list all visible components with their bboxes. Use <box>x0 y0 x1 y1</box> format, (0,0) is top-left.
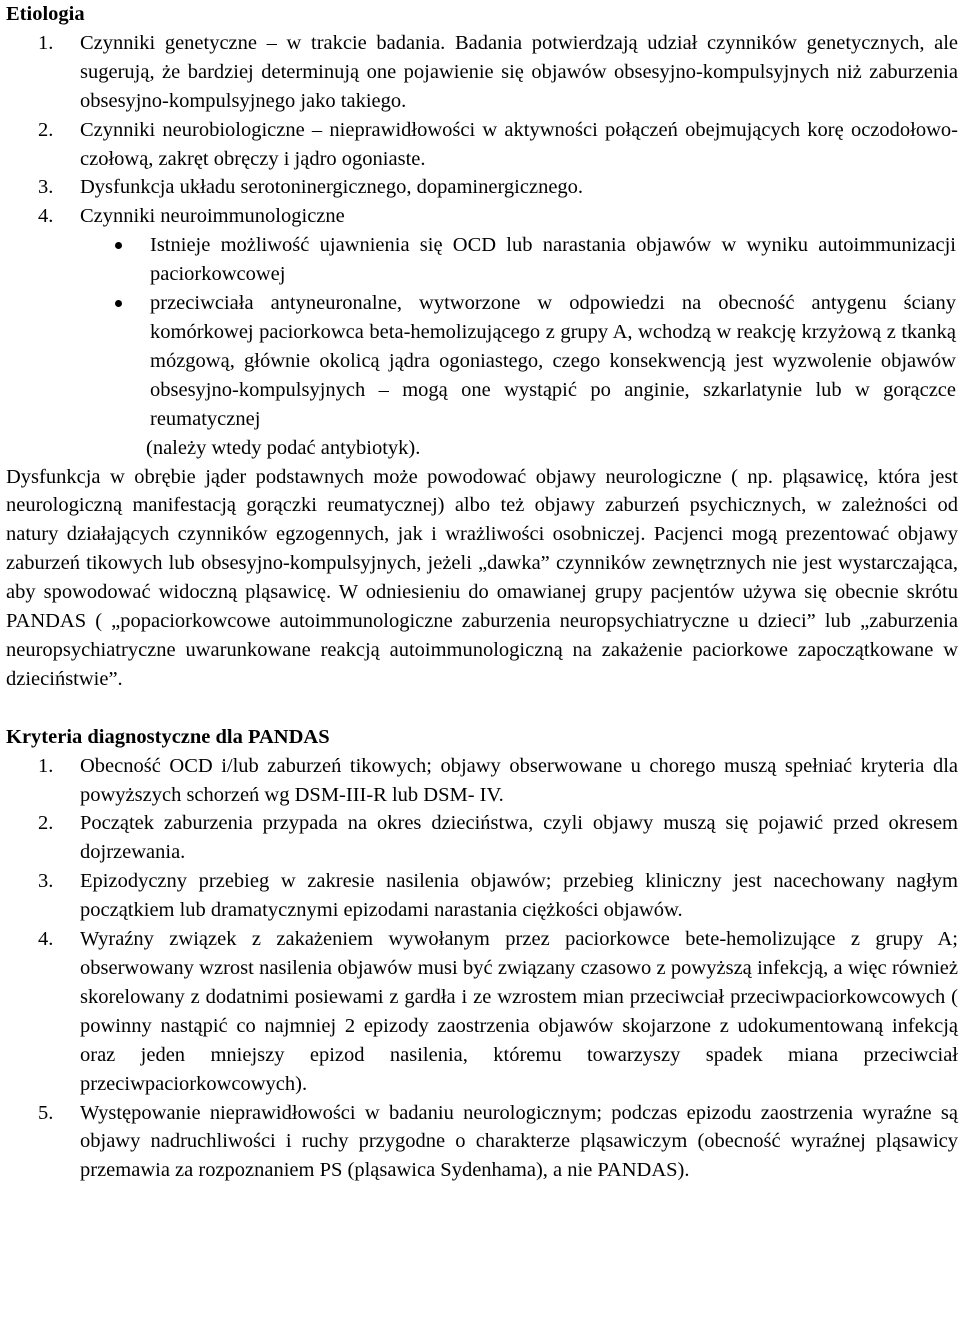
spacer <box>6 694 958 723</box>
neuroimmunology-bullets <box>6 231 958 433</box>
list-item <box>6 867 958 925</box>
item-text: Początek zaburzenia przypada na okres dzieciństwa, czyli objawy muszą się pojawić przed okresem dojrzewania. <box>80 812 958 864</box>
antibiotic-note: (należy wtedy podać antybiotyk). <box>146 436 421 459</box>
item-number: 3. <box>38 870 54 893</box>
item-number: 1. <box>38 754 54 777</box>
list-item <box>6 29 958 116</box>
body-paragraph: Dysfunkcja w obrębie jąder podstawnych może powodować objawy neurologiczne ( np. pląsawicę, która jest neurologiczną manifestacją gorączki reumatycznej) albo też objawy zaburzeń psychicznych, w zależności od natury działających czynników egzogennych, jak i wrażliwości osobniczej. Pacjenci mogą prezentować objawy zaburzeń tikowych lub obsesyjno-kompulsyjnych, jeżeli „dawka” czynników zewnętrznych nie jest wystarczająca, aby spowodować widoczną pląsawicę. W odniesieniu do omawianej grupy pacjentów używa się obecnie skrótu PANDAS ( „popaciorkowcowe autoimmunologiczne zaburzenia neuropsychiatryczne u dzieci” lub „zaburzenia neuropsychiatryczne uwarunkowane reakcją autoimmunologiczną na zakażenie paciorkowe zapoczątkowane w dzieciństwie”. <box>6 465 958 690</box>
item-number: 4. <box>38 205 54 228</box>
item-number: 2. <box>38 812 54 835</box>
list-item <box>6 202 958 231</box>
etiology-list <box>6 29 958 231</box>
bullet-item <box>6 231 958 289</box>
criteria-list <box>6 752 958 1186</box>
item-text: Czynniki genetyczne – w trakcie badania. Badania potwierdzają udział czynników genetycznych, ale sugerują, że bardziej determinują one pojawienie się objawów obsesyjno-kompulsyjnych niż zaburzenia obsesyjno-kompulsyjnego jako takiego. <box>80 31 958 112</box>
list-item <box>6 116 958 174</box>
criteria-heading: Kryteria diagnostyczne dla PANDAS <box>6 725 330 748</box>
list-item <box>6 925 958 1098</box>
list-item <box>6 809 958 867</box>
list-item <box>6 752 958 810</box>
list-item <box>6 173 958 202</box>
bullet-text: przeciwciała antyneuronalne, wytworzone w odpowiedzi na obecność antygenu ściany komórkowej paciorkowca beta-hemolizującego z grupy A, wchodzą w reakcję krzyżową z tkanką mózgową, głównie okolicą jądra ogoniastego, czego konsekwencją jest wyzwolenie objawów obsesyjno-kompulsyjnych – mogą one wystąpić po anginie, szkarlatynie lub w gorączce reumatycznej <box>150 292 956 430</box>
item-text: Występowanie nieprawidłowości w badaniu neurologicznym; podczas epizodu zaostrzenia wyraźne są objawy nadruchliwości i ruchy przygodne o charakterze pląsawiczym (obecność wyraźnej pląsawicy przemawia za rozpoznaniem PS (pląsawica Sydenhama), a nie PANDAS). <box>80 1101 958 1182</box>
etiology-heading: Etiologia <box>6 3 85 25</box>
bullet-dot-icon <box>115 300 122 307</box>
item-number: 5. <box>38 1101 54 1124</box>
item-text: Czynniki neurobiologiczne – nieprawidłowości w aktywności połączeń obejmujących korę oczodołowo-czołową, zakręt obręczy i jądro ogoniaste. <box>80 118 958 170</box>
bullet-text: Istnieje możliwość ujawnienia się OCD lub narastania objawów w wyniku autoimmunizacji paciorkowcowej <box>150 234 956 286</box>
item-text: Epizodyczny przebieg w zakresie nasilenia objawów; przebieg kliniczny jest nacechowany nagłym początkiem lub dramatycznymi epizodami narastania ciężkości objawów. <box>80 870 958 922</box>
item-number: 4. <box>38 928 54 951</box>
item-number: 1. <box>38 31 54 54</box>
item-text: Czynniki neuroimmunologiczne <box>80 205 345 228</box>
bullet-dot-icon <box>115 242 122 249</box>
item-text: Wyraźny związek z zakażeniem wywołanym przez paciorkowce bete-hemolizujące z grupy A; obserwowany wzrost nasilenia objawów musi być związany czasowo z powyższą infekcją, a więc również skorelowany z dodatnimi posiewami z gardła i ze wzrostem mian przeciwciał przeciwpaciorkowcowych ( powinny nastąpić co najmniej 2 epizody zaostrzenia objawów skojarzone z udokumentowaną infekcją oraz jeden mniejszy epizod nasilenia, któremu towarzyszy spadek miana przeciwciał przeciwpaciorkowcowych). <box>80 928 958 1095</box>
list-item <box>6 1099 958 1186</box>
item-text: Obecność OCD i/lub zaburzeń tikowych; objawy obserwowane u chorego muszą spełniać kryteria dla powyższych schorzeń wg DSM-III-R lub DSM- IV. <box>80 754 958 806</box>
item-text: Dysfunkcja układu serotoninergicznego, dopaminergicznego. <box>80 176 584 199</box>
bullet-item <box>6 289 958 434</box>
item-number: 3. <box>38 176 54 199</box>
item-number: 2. <box>38 118 54 141</box>
